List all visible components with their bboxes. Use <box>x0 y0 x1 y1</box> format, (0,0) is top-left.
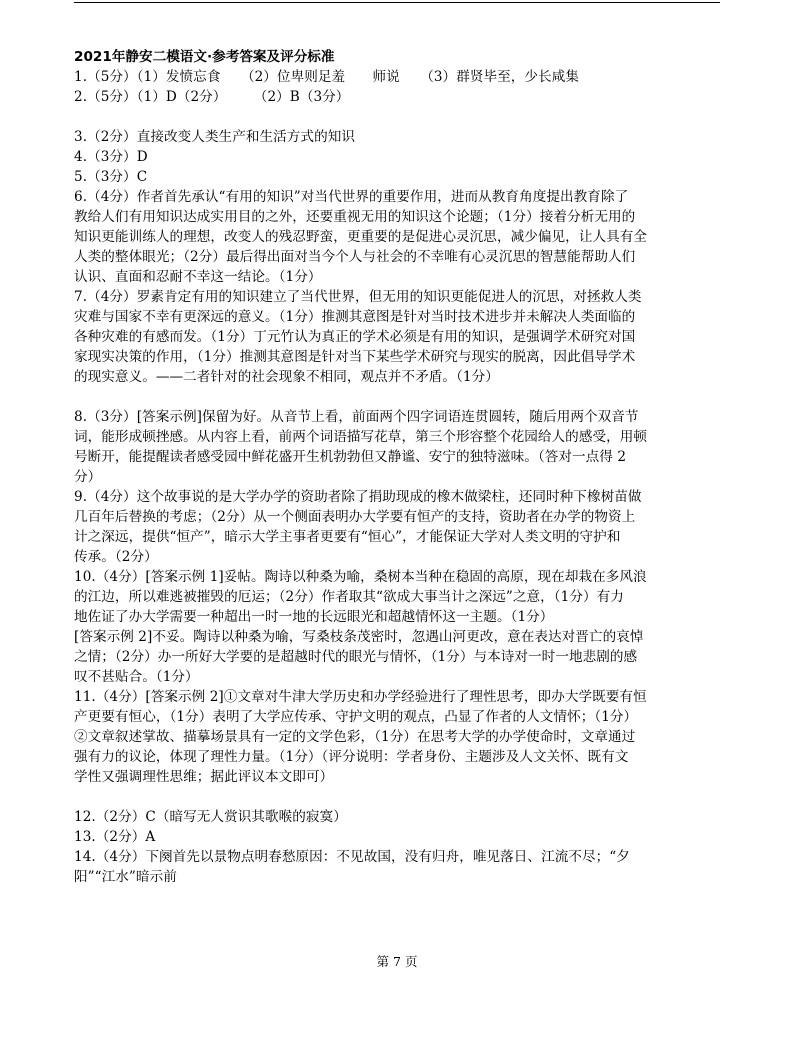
text-line: 1.（5分）（1）发愤忘食 （2）位卑则足羞 师说 （3）群贤毕至，少长咸集 <box>74 69 579 85</box>
text-line: 的江边，所以难逃被摧毁的厄运；（2分）作者取其“欲成大事当计之深远”之意，（1分）有力 <box>74 589 624 605</box>
text-line: 之情；（2分）办一所好大学要的是超越时代的眼光与情怀，（1分）与本诗对一时一地悲剧的感 <box>74 649 638 665</box>
text-line: 家现实决策的作用，（1分）推测其意图是针对当下某些学术研究与现实的脱离，因此倡导学术 <box>74 349 636 365</box>
page-number: 第 7 页 <box>376 954 418 969</box>
text-line: 分） <box>74 469 102 485</box>
text-line: 计之深远，提供“恒产”，暗示大学主事者更要有“恒心”，才能保证大学对人类文明的守护和 <box>74 529 621 545</box>
text-line: 各种灾难的有感而发。（1分）丁元竹认为真正的学术必须是有用的知识，是强调学术研究对国 <box>74 329 636 345</box>
text-line: 传承。（2分） <box>74 549 158 565</box>
text-line: 灾难与国家不幸有更深远的意义。（1分）推测其意图是针对当时技术进步并未解决人类面临的 <box>74 309 636 325</box>
text-line: ②文章叙述掌故、描摹场景具有一定的文学色彩，（1分）在思考大学的办学使命时，文章通过 <box>74 729 636 745</box>
text-line: 强有力的议论，体现了理性力量。（1分）（评分说明：学者身份、主题涉及人文关怀、既有文 <box>74 749 629 765</box>
text-line: 3.（2分）直接改变人类生产和生活方式的知识 <box>74 129 355 145</box>
text-line: 叹不甚贴合。（1分） <box>74 669 199 685</box>
text-line: 知识更能训练人的理想，改变人的残忍野蛮，更重要的是促进心灵沉思，减少偏见，让人具有全 <box>74 229 648 245</box>
text-line: 14.（4分）下阕首先以景物点明春愁原因：不见故国，没有归舟，唯见落日、江流不尽；“夕 <box>74 849 630 865</box>
text-line: 5.（3分）C <box>74 169 148 185</box>
text-line: 认识、直面和忍耐不幸这一结论。（1分） <box>74 269 322 285</box>
text-line: 号断开，能提醒读者感受园中鲜花盛开生机勃勃但又静谧、安宁的独特滋味。（答对一点得 2 <box>74 449 627 465</box>
blank-line <box>74 787 720 807</box>
answer-key-body <box>74 47 720 887</box>
text-line: 11.（4分）[答案示例 2]①文章对牛津大学历史和办学经验进行了理性思考，即办大学既要有恒 <box>74 689 647 705</box>
text-line: 12.（2分）C（暗写无人赏识其歌喉的寂寞） <box>74 809 347 825</box>
text-line: [答案示例 2]不妥。陶诗以种桑为喻，写桑枝条茂密时，忽遇山河更改，意在表达对晋亡的哀悼 <box>74 629 644 645</box>
text-line: 词，能形成顿挫感。从内容上看，前两个词语描写花草，第三个形容整个花园给人的感受，用顿 <box>74 429 648 445</box>
header-rule <box>74 2 720 3</box>
blank-line <box>74 107 720 127</box>
text-line: 阳”“江水”暗示前 <box>74 869 177 885</box>
text-line: 教给人们有用知识达成实用目的之外，还要重视无用的知识这个论题；（1分）接着分析无用的 <box>74 209 636 225</box>
answer-lines <box>74 67 720 887</box>
text-line: 6.（4分）作者首先承认“有用的知识”对当代世界的重要作用，进而从教育角度提出教育除了 <box>74 189 629 205</box>
text-line: 10.（4分）[答案示例 1]妥帖。陶诗以种桑为喻，桑树本当种在稳固的高原，现在却栽在多风浪 <box>74 569 647 585</box>
text-line: 学性又强调理性思维；据此评议本文即可） <box>74 769 334 785</box>
text-line: 几百年后替换的考虑；（2分）从一个侧面表明办大学要有恒产的支持，资助者在办学的物资上 <box>74 509 636 525</box>
text-line: 产更要有恒心，（1分）表明了大学应传承、守护文明的观点，凸显了作者的人文情怀；（1分） <box>74 709 638 725</box>
text-line: 的现实意义。——二者针对的社会现象不相同，观点并不矛盾。（1分） <box>74 369 499 385</box>
text-line: 9.（4分）这个故事说的是大学办学的资助者除了捐助现成的橡木做梁柱，还同时种下橡树苗做 <box>74 489 642 505</box>
text-line: 13.（2分）A <box>74 829 156 845</box>
text-line: 7.（4分）罗素肯定有用的知识建立了当代世界，但无用的知识更能促进人的沉思，对拯救人类 <box>74 289 642 305</box>
text-line: 8.（3分）[答案示例]保留为好。从音节上看，前面两个四字词语连贯圆转，随后用两个双音节 <box>74 409 639 425</box>
document-title: 2021年静安二模语文·参考答案及评分标准 <box>74 49 335 65</box>
text-line: 2.（5分）（1）D（2分） （2）B（3分） <box>74 89 350 105</box>
blank-line <box>74 387 720 407</box>
text-line: 4.（3分）D <box>74 149 148 165</box>
text-line: 地佐证了办大学需要一种超出一时一地的长远眼光和超越情怀这一主题。（1分） <box>74 609 554 625</box>
text-line: 人类的整体眼光；（2分）最后得出面对当今个人与社会的不幸唯有心灵沉思的智慧能帮助人们 <box>74 249 636 265</box>
